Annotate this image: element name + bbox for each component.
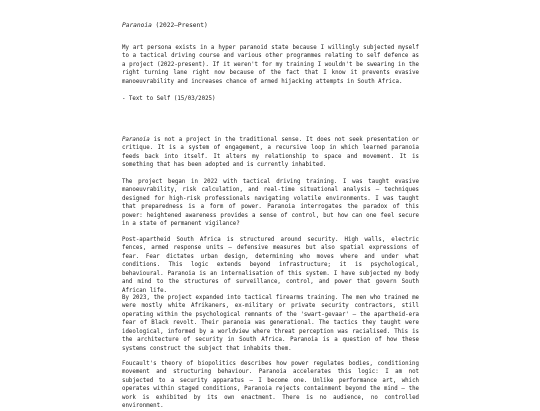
p1-rest: is not a project in the traditional sense. It does not seek presentation or critique. It is a system of engagement, a recursive loop in which learned paranoia feeds back into itself. It alters my relationship to space and movement. It is something that has been adopted and is currently inhabited. [122, 137, 419, 169]
body-paragraph-4: By 2023, the project expanded into tactical firearms training. The men who trained me were mostly white Afrikaners, ex-military or private security contractors, still operating within the psychological remnants of the 'swart-gevaar' — the apartheid-era fear of Black revolt. Their paranoia was generational. The tactics they taught were ideological, informed by a worldview where threat perception was racialised. This is the architecture of security in South Africa. Paranoia is a question of how these systems construct the subject that inhabits them. [122, 295, 419, 352]
body-paragraph-1 [122, 136, 419, 170]
page-title [122, 21, 208, 30]
body-paragraph-5: Foucault's theory of biopolitics describes how power regulates bodies, conditioning movement and structuring behaviour. Paranoia accelerates this logic: I am not subjected to a security apparatus — I become one. Unlike performance art, which operates within staged conditions, Paranoia rejects containment beyond the mind — the work is exhibited by its own enactment. There is no audience, no controlled environment. [122, 361, 419, 410]
title-rest: (2022–Present) [151, 22, 208, 29]
title-italic: Paranoia [122, 22, 152, 29]
body-paragraph-2: The project began in 2022 with tactical driving training. I was taught evasive manoeuvrability, risk calculation, and real-time situational analysis — techniques designed for high-risk professionals navigating volatile environments. I was taught that preparedness is a form of power. Paranoia interrogates the paradox of this power: heightened awareness provides a sense of control, but how can one feel secure in a state of permanent vigilance? [122, 179, 419, 228]
quote-paragraph: My art persona exists in a hyper paranoid state because I willingly subjected myself to a tactical driving course and various other programmes relating to self defence as a project (2022-present). If it weren't for my training I wouldn't be swearing in the right turning lane right now because of the fact that I know it prevents evasive manoeuvrability and increases chance of armed hijacking attempts in South Africa. [122, 45, 419, 85]
body-paragraph-3: Post-apartheid South Africa is structured around security. High walls, electric fences, armed response units — defensive measures but also spatial expressions of fear. Fear dictates urban design, determining who moves where and under what conditions. This logic extends beyond infrastructure; it is psychological, behavioural. Paranoia is an internalisation of this system. I have subjected my body and mind to the structures of surveillance, control, and power that govern South African life. [122, 237, 419, 294]
quote-attribution: - Text to Self (15/03/2025) [122, 96, 216, 102]
p1-italic: Paranoia [122, 137, 150, 143]
